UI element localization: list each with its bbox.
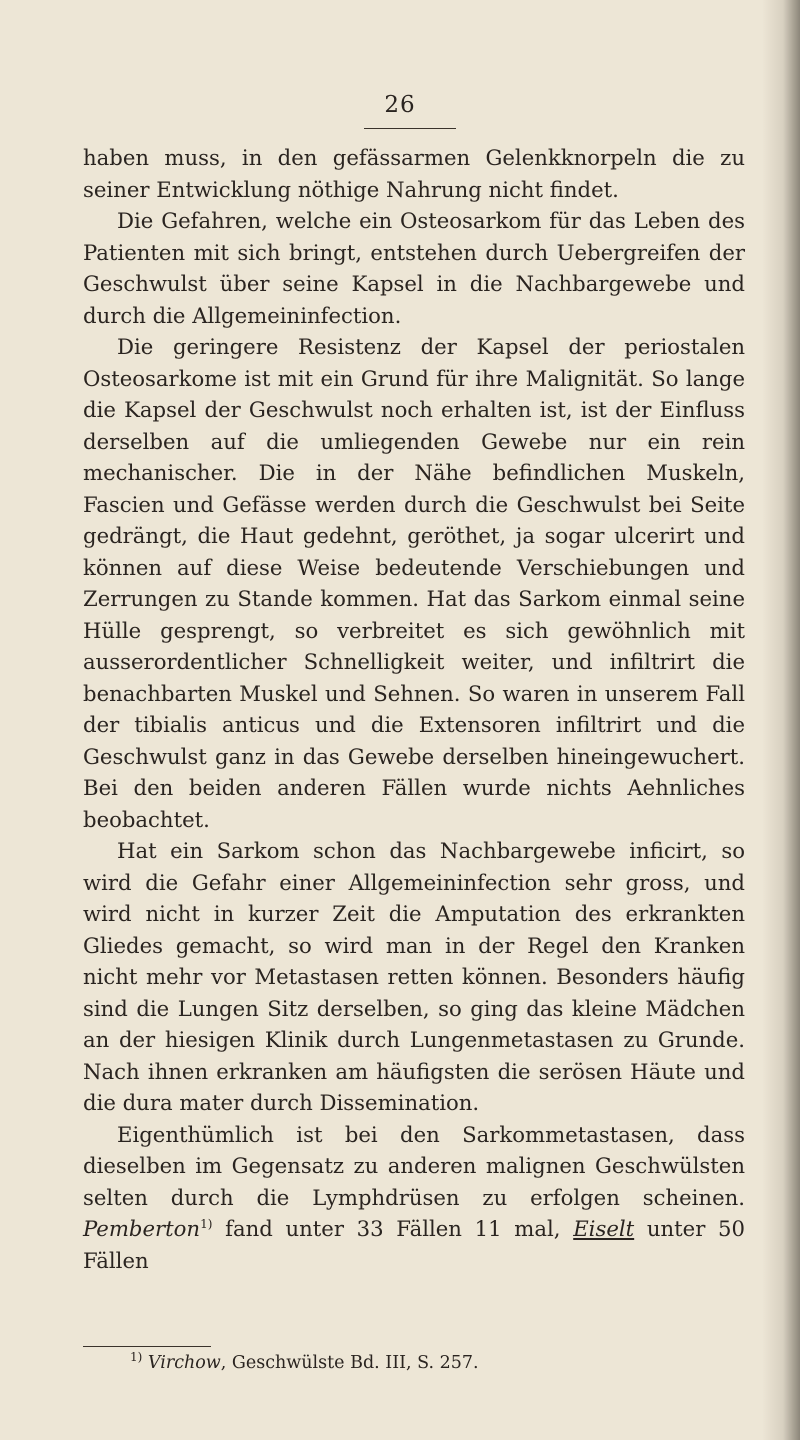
paragraph-3: Die geringere Resistenz der Kapsel der periostalen Osteosarkome ist mit ein Grund für ihre Malignität. So lange die Kapsel der Geschwulst noch erhalten ist, ist der Einfluss derselben auf die umliegenden Gewebe nur ein rein mechanischer. Die in der Nähe befindlichen Muskeln, Fascien und Gefässe werden durch die Geschwulst bei Seite gedrängt, die Haut gedehnt, geröthet, ja sogar ulcerirt und können auf diese Weise bedeutende Verschiebungen und Zerrungen zu Stande kommen. Hat das Sarkom einmal seine Hülle gesprengt, so verbreitet es sich gewöhnlich mit ausserordentlicher Schnelligkeit weiter, und infiltrirt die benachbarten Muskel und Sehnen. So waren in unserem Fall der tibialis anticus und die Extensoren infiltrirt und die Geschwulst ganz in das Gewebe derselben hineingewuchert. Bei den beiden anderen Fällen wurde nichts Aehnliches beobachtet. xyxy=(83,334,745,832)
paragraph-5-text-after: unter 50 Fällen xyxy=(83,1216,745,1273)
page-edge-shadow xyxy=(762,0,800,1440)
footnote xyxy=(130,1350,750,1376)
paragraph-5-text-before: Eigenthümlich ist bei den Sarkommetastasen, dass dieselben im Gegensatz zu anderen malignen Geschwülsten selten durch die Lymphdrüsen zu erfolgen scheinen. xyxy=(83,1121,745,1210)
author-pemberton: Pemberton xyxy=(83,1216,201,1241)
paragraph-2: Die Gefahren, welche ein Osteosarkom für das Leben des Patienten mit sich bringt, entstehen durch Uebergreifen der Geschwulst über seine Kapsel in die Nachbargewebe und durch die Allgemeininfection. xyxy=(83,208,745,328)
author-eiselt: Eiselt xyxy=(573,1216,635,1241)
paragraph-5-text-middle: fand unter 33 Fällen 11 mal, xyxy=(212,1216,574,1241)
paragraph-4: Hat ein Sarkom schon das Nachbargewebe inficirt, so wird die Gefahr einer Allgemeininfection sehr gross, und wird nicht in kurzer Zeit die Amputation des erkrankten Gliedes gemacht, so wird man in der Regel den Kranken nicht mehr vor Metastasen retten können. Besonders häufig sind die Lungen Sitz derselben, so ging das kleine Mädchen an der hiesigen Klinik durch Lungenmetastasen zu Grunde. Nach ihnen erkranken am häufigsten die serösen Häute und die dura mater durch Dissemination. xyxy=(83,838,745,1115)
footnote-rule xyxy=(83,1346,211,1347)
footnote-text: , Geschwülste Bd. III, S. 257. xyxy=(220,1353,479,1373)
paragraph-5 xyxy=(83,1119,745,1277)
paragraph-1: haben muss, in den gefässarmen Gelenkknorpeln die zu seiner Entwicklung nöthige Nahrung nicht findet. xyxy=(83,145,745,202)
footnote-ref-mark: 1) xyxy=(200,1216,213,1231)
page-number: 26 xyxy=(384,92,416,118)
footnote-author: Virchow xyxy=(147,1353,221,1373)
page-number-rule xyxy=(364,128,456,129)
body-text xyxy=(83,142,745,1276)
footnote-mark: 1) xyxy=(130,1350,143,1365)
